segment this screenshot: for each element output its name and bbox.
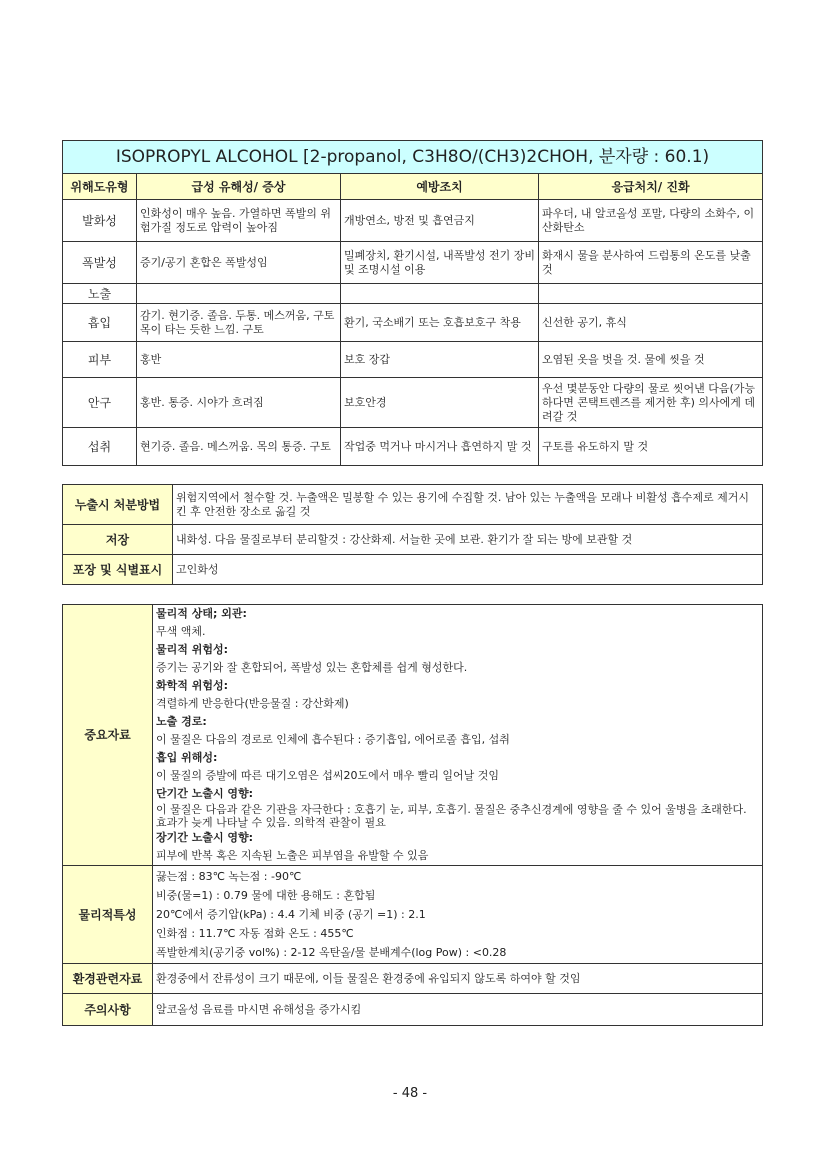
item-text: 이 물질은 다음의 경로로 인체에 흡수된다 : 증기흡입, 에어로졸 흡입, 섭취: [156, 733, 510, 746]
symptom-cell: 현기증. 졸음. 메스꺼움. 목의 통증. 구토: [137, 428, 341, 466]
physical-line: 비중(물=1) : 0.79 물에 대한 용해도 : 혼합됨: [156, 889, 376, 902]
firstaid-cell: 파우더, 내 알코올성 포말, 다량의 소화수, 이산화탄소: [539, 200, 763, 242]
firstaid-cell: [539, 284, 763, 304]
prevention-cell: 밀폐장치, 환기시설, 내폭발성 전기 장비 및 조명시설 이용: [341, 242, 539, 284]
item-heading: 물리적 상태; 외관:: [156, 607, 247, 620]
hazard-type: 흡입: [63, 304, 137, 342]
item-heading: 장기간 노출시 영향:: [156, 831, 254, 844]
table-row: [63, 200, 763, 242]
hazard-type: 노출: [63, 284, 137, 304]
header-symptom: 급성 유해성/ 증상: [137, 174, 341, 200]
hazard-type: 폭발성: [63, 242, 137, 284]
prevention-cell: 개방연소, 방전 및 흡연금지: [341, 200, 539, 242]
symptom-cell: 홍반. 통증. 시야가 흐려짐: [137, 378, 341, 428]
item-text: 피부에 반복 혹은 지속된 노출은 피부염을 유발할 수 있음: [156, 849, 429, 862]
table-row: [63, 605, 763, 866]
symptom-cell: 증기/공기 혼합은 폭발성임: [137, 242, 341, 284]
table-row: [63, 866, 763, 964]
table-row: [63, 304, 763, 342]
item-heading: 노출 경로:: [156, 715, 207, 728]
physical-label: 물리적특성: [63, 866, 153, 964]
important-data-table: [62, 604, 763, 1026]
item-heading: 화학적 위험성:: [156, 679, 228, 692]
spill-disposal-text: 위험지역에서 철수할 것. 누출액은 밀봉할 수 있는 용기에 수집할 것. 남아 있는 누출액을 모래나 비활성 흡수제로 제거시킨 후 안전한 장소로 옮길 것: [173, 485, 763, 525]
symptom-cell: [137, 284, 341, 304]
prevention-cell: 작업중 먹거나 마시거나 흡연하지 말 것: [341, 428, 539, 466]
table-row: [63, 485, 763, 525]
item-heading: 단기간 노출시 영향:: [156, 787, 254, 800]
physical-line: 20℃에서 증기압(kPa) : 4.4 기체 비중 (공기 =1) : 2.1: [156, 908, 426, 921]
item-text: 증기는 공기와 잘 혼합되어, 폭발성 있는 혼합체를 쉽게 형성한다.: [156, 661, 468, 674]
item-text: 격렬하게 반응한다(반응물질 : 강산화제): [156, 697, 349, 710]
packaging-label: 포장 및 식별표시: [63, 555, 173, 585]
caution-text: 알코올성 음료를 마시면 유해성을 증가시킴: [153, 994, 763, 1026]
firstaid-cell: 우선 몇분동안 다량의 물로 씻어낸 다음(가능하다면 콘택트렌즈를 제거한 후) 의사에게 데려갈 것: [539, 378, 763, 428]
table-row: [63, 555, 763, 585]
header-firstaid: 응급처치/ 진화: [539, 174, 763, 200]
header-type: 위해도유형: [63, 174, 137, 200]
packaging-text: 고인화성: [173, 555, 763, 585]
firstaid-cell: 오염된 옷을 벗을 것. 물에 씻을 것: [539, 342, 763, 378]
header-prevention: 예방조치: [341, 174, 539, 200]
prevention-cell: 보호안경: [341, 378, 539, 428]
item-heading: 흡입 위해성:: [156, 751, 218, 764]
physical-line: 인화점 : 11.7℃ 자동 점화 온도 : 455℃: [156, 927, 354, 940]
table-row: [63, 342, 763, 378]
environment-label: 환경관련자료: [63, 964, 153, 994]
physical-line: 끓는점 : 83℃ 녹는점 : -90℃: [156, 870, 302, 883]
table-row: [63, 284, 763, 304]
table-row: [63, 242, 763, 284]
caution-label: 주의사항: [63, 994, 153, 1026]
symptom-cell: 홍반: [137, 342, 341, 378]
firstaid-cell: 구토를 유도하지 말 것: [539, 428, 763, 466]
prevention-cell: [341, 284, 539, 304]
handling-table: [62, 484, 763, 585]
hazard-type: 피부: [63, 342, 137, 378]
environment-text: 환경중에서 잔류성이 크기 때문에, 이들 물질은 환경중에 유입되지 않도록 하여야 할 것임: [153, 964, 763, 994]
hazard-type: 안구: [63, 378, 137, 428]
spill-disposal-label: 누출시 처분방법: [63, 485, 173, 525]
hazard-type: 발화성: [63, 200, 137, 242]
firstaid-cell: 화재시 물을 분사하여 드럼통의 온도를 낮출 것: [539, 242, 763, 284]
hazard-table: [62, 140, 763, 466]
table-row: [63, 525, 763, 555]
page-number: - 48 -: [392, 1086, 428, 1101]
prevention-cell: 보호 장갑: [341, 342, 539, 378]
symptom-cell: 감기. 현기증. 졸음. 두통. 메스꺼움, 구토 목이 타는 듯한 느낌. 구토: [137, 304, 341, 342]
table-row: [63, 964, 763, 994]
item-text: 이 물질의 증발에 따른 대기오염은 섭씨20도에서 매우 빨리 일어날 것임: [156, 769, 499, 782]
table-row: [63, 994, 763, 1026]
page-title: ISOPROPYL ALCOHOL [2-propanol, C3H8O/(CH3)2CHOH, 분자량 : 60.1): [63, 141, 763, 174]
storage-label: 저장: [63, 525, 173, 555]
storage-text: 내화성. 다음 물질로부터 분리할것 : 강산화제. 서늘한 곳에 보관. 환기가 잘 되는 방에 보관할 것: [173, 525, 763, 555]
item-heading: 물리적 위험성:: [156, 643, 228, 656]
firstaid-cell: 신선한 공기, 휴식: [539, 304, 763, 342]
important-content: [153, 605, 763, 866]
symptom-cell: 인화성이 매우 높음. 가열하면 폭발의 위험가질 정도로 압력이 높아짐: [137, 200, 341, 242]
physical-line: 폭발한계치(공기중 vol%) : 2-12 옥탄올/물 분배계수(log Pow) : <0.28: [156, 946, 507, 959]
physical-content: [153, 866, 763, 964]
table-row: [63, 378, 763, 428]
table-row: [63, 428, 763, 466]
hazard-type: 섭취: [63, 428, 137, 466]
item-text: 이 물질은 다음과 같은 기관을 자극한다 : 호흡기 눈, 피부, 호흡기. 물질은 중추신경계에 영향을 줄 수 있어 울병을 초래한다. 효과가 늦게 나타날 수 있음. 의학적 관찰이 필요: [156, 803, 747, 829]
prevention-cell: 환기, 국소배기 또는 호흡보호구 착용: [341, 304, 539, 342]
item-text: 무색 액체.: [156, 625, 206, 638]
important-label: 중요자료: [63, 605, 153, 866]
